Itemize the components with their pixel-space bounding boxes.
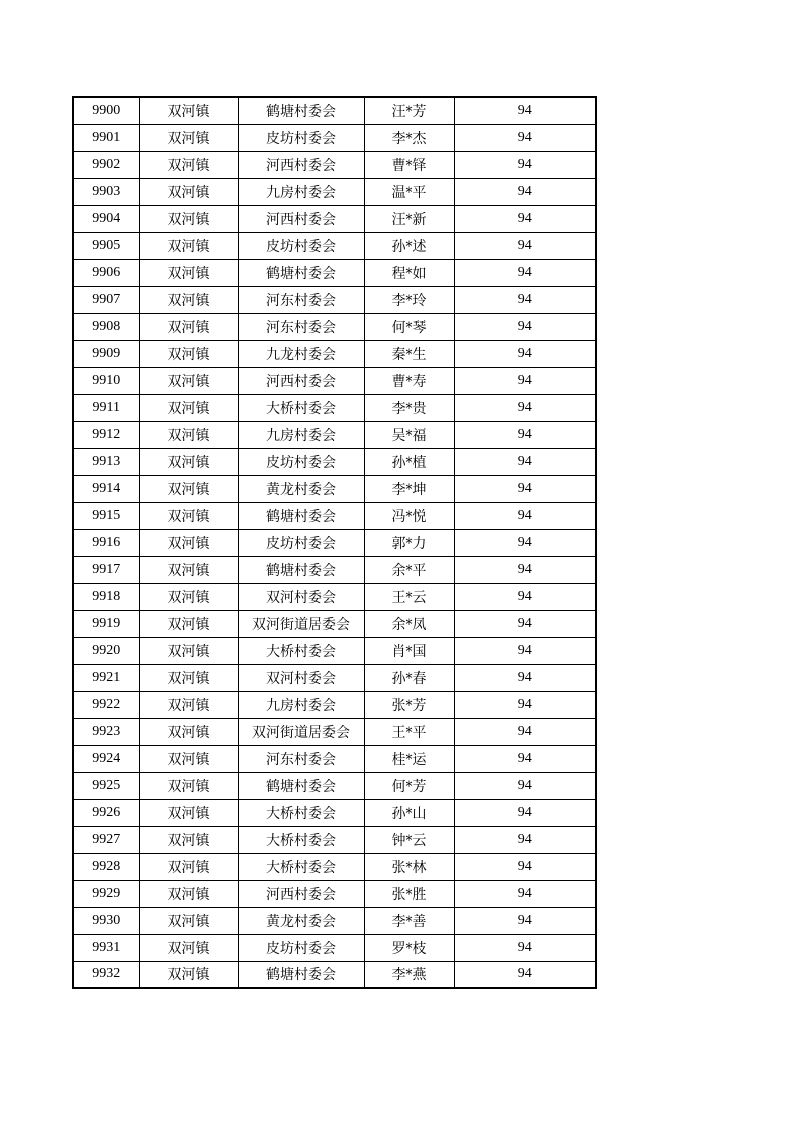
cell-town: 双河镇 bbox=[139, 583, 238, 610]
cell-score: 94 bbox=[454, 556, 596, 583]
cell-town: 双河镇 bbox=[139, 934, 238, 961]
cell-name: 汪*新 bbox=[364, 205, 454, 232]
data-table bbox=[72, 96, 597, 989]
cell-town: 双河镇 bbox=[139, 205, 238, 232]
table-row bbox=[73, 718, 596, 745]
cell-village: 大桥村委会 bbox=[238, 826, 364, 853]
cell-score: 94 bbox=[454, 934, 596, 961]
cell-town: 双河镇 bbox=[139, 691, 238, 718]
cell-name: 孙*植 bbox=[364, 448, 454, 475]
cell-village: 黄龙村委会 bbox=[238, 907, 364, 934]
table-row bbox=[73, 313, 596, 340]
cell-name: 汪*芳 bbox=[364, 97, 454, 124]
cell-village: 河东村委会 bbox=[238, 286, 364, 313]
cell-number: 9920 bbox=[73, 637, 139, 664]
cell-number: 9928 bbox=[73, 853, 139, 880]
table-row bbox=[73, 691, 596, 718]
cell-name: 罗*枝 bbox=[364, 934, 454, 961]
cell-score: 94 bbox=[454, 313, 596, 340]
cell-name: 肖*国 bbox=[364, 637, 454, 664]
cell-score: 94 bbox=[454, 502, 596, 529]
cell-name: 秦*生 bbox=[364, 340, 454, 367]
cell-name: 冯*悦 bbox=[364, 502, 454, 529]
cell-number: 9907 bbox=[73, 286, 139, 313]
table-row bbox=[73, 745, 596, 772]
cell-village: 大桥村委会 bbox=[238, 394, 364, 421]
cell-score: 94 bbox=[454, 232, 596, 259]
cell-number: 9904 bbox=[73, 205, 139, 232]
cell-number: 9910 bbox=[73, 367, 139, 394]
cell-village: 河西村委会 bbox=[238, 880, 364, 907]
cell-score: 94 bbox=[454, 880, 596, 907]
cell-village: 皮坊村委会 bbox=[238, 232, 364, 259]
cell-village: 双河村委会 bbox=[238, 664, 364, 691]
cell-score: 94 bbox=[454, 151, 596, 178]
table-row bbox=[73, 151, 596, 178]
cell-village: 皮坊村委会 bbox=[238, 934, 364, 961]
cell-village: 河西村委会 bbox=[238, 205, 364, 232]
cell-village: 皮坊村委会 bbox=[238, 529, 364, 556]
cell-village: 黄龙村委会 bbox=[238, 475, 364, 502]
cell-town: 双河镇 bbox=[139, 259, 238, 286]
cell-number: 9900 bbox=[73, 97, 139, 124]
cell-name: 张*林 bbox=[364, 853, 454, 880]
table-row bbox=[73, 502, 596, 529]
table-row bbox=[73, 961, 596, 988]
cell-number: 9903 bbox=[73, 178, 139, 205]
cell-number: 9902 bbox=[73, 151, 139, 178]
cell-town: 双河镇 bbox=[139, 907, 238, 934]
cell-number: 9906 bbox=[73, 259, 139, 286]
cell-name: 李*坤 bbox=[364, 475, 454, 502]
cell-score: 94 bbox=[454, 205, 596, 232]
cell-village: 鹤塘村委会 bbox=[238, 259, 364, 286]
cell-score: 94 bbox=[454, 367, 596, 394]
table-row bbox=[73, 475, 596, 502]
cell-number: 9918 bbox=[73, 583, 139, 610]
table-row bbox=[73, 421, 596, 448]
table-row bbox=[73, 556, 596, 583]
table-row bbox=[73, 637, 596, 664]
cell-name: 余*凤 bbox=[364, 610, 454, 637]
cell-town: 双河镇 bbox=[139, 529, 238, 556]
cell-number: 9924 bbox=[73, 745, 139, 772]
cell-town: 双河镇 bbox=[139, 556, 238, 583]
cell-town: 双河镇 bbox=[139, 340, 238, 367]
cell-town: 双河镇 bbox=[139, 421, 238, 448]
cell-score: 94 bbox=[454, 178, 596, 205]
table-row bbox=[73, 394, 596, 421]
cell-village: 鹤塘村委会 bbox=[238, 556, 364, 583]
table-row bbox=[73, 880, 596, 907]
cell-score: 94 bbox=[454, 394, 596, 421]
table-row bbox=[73, 826, 596, 853]
cell-name: 何*芳 bbox=[364, 772, 454, 799]
cell-name: 孙*春 bbox=[364, 664, 454, 691]
table-row bbox=[73, 934, 596, 961]
table-row bbox=[73, 97, 596, 124]
cell-town: 双河镇 bbox=[139, 718, 238, 745]
cell-number: 9929 bbox=[73, 880, 139, 907]
cell-number: 9915 bbox=[73, 502, 139, 529]
table-row bbox=[73, 448, 596, 475]
table-row bbox=[73, 286, 596, 313]
cell-name: 李*善 bbox=[364, 907, 454, 934]
cell-score: 94 bbox=[454, 691, 596, 718]
cell-village: 河东村委会 bbox=[238, 313, 364, 340]
cell-name: 李*杰 bbox=[364, 124, 454, 151]
table-row bbox=[73, 610, 596, 637]
table-row bbox=[73, 907, 596, 934]
cell-town: 双河镇 bbox=[139, 448, 238, 475]
cell-score: 94 bbox=[454, 340, 596, 367]
cell-town: 双河镇 bbox=[139, 880, 238, 907]
cell-score: 94 bbox=[454, 475, 596, 502]
cell-number: 9925 bbox=[73, 772, 139, 799]
table-row bbox=[73, 205, 596, 232]
cell-number: 9917 bbox=[73, 556, 139, 583]
cell-village: 双河街道居委会 bbox=[238, 610, 364, 637]
cell-name: 张*芳 bbox=[364, 691, 454, 718]
cell-number: 9926 bbox=[73, 799, 139, 826]
cell-town: 双河镇 bbox=[139, 232, 238, 259]
cell-name: 温*平 bbox=[364, 178, 454, 205]
cell-score: 94 bbox=[454, 529, 596, 556]
cell-number: 9912 bbox=[73, 421, 139, 448]
cell-town: 双河镇 bbox=[139, 475, 238, 502]
cell-village: 河西村委会 bbox=[238, 151, 364, 178]
cell-village: 九龙村委会 bbox=[238, 340, 364, 367]
cell-number: 9919 bbox=[73, 610, 139, 637]
cell-name: 李*燕 bbox=[364, 961, 454, 988]
cell-town: 双河镇 bbox=[139, 394, 238, 421]
cell-village: 河西村委会 bbox=[238, 367, 364, 394]
cell-score: 94 bbox=[454, 286, 596, 313]
cell-number: 9905 bbox=[73, 232, 139, 259]
table-row bbox=[73, 799, 596, 826]
cell-number: 9913 bbox=[73, 448, 139, 475]
cell-score: 94 bbox=[454, 97, 596, 124]
cell-name: 吴*福 bbox=[364, 421, 454, 448]
cell-name: 钟*云 bbox=[364, 826, 454, 853]
cell-town: 双河镇 bbox=[139, 178, 238, 205]
cell-score: 94 bbox=[454, 907, 596, 934]
cell-town: 双河镇 bbox=[139, 664, 238, 691]
table-row bbox=[73, 853, 596, 880]
cell-town: 双河镇 bbox=[139, 799, 238, 826]
cell-town: 双河镇 bbox=[139, 745, 238, 772]
cell-name: 曹*铎 bbox=[364, 151, 454, 178]
cell-town: 双河镇 bbox=[139, 97, 238, 124]
cell-number: 9923 bbox=[73, 718, 139, 745]
table-row bbox=[73, 529, 596, 556]
table-row bbox=[73, 772, 596, 799]
cell-town: 双河镇 bbox=[139, 826, 238, 853]
table-row bbox=[73, 259, 596, 286]
table-row bbox=[73, 583, 596, 610]
cell-village: 鹤塘村委会 bbox=[238, 772, 364, 799]
cell-village: 双河村委会 bbox=[238, 583, 364, 610]
cell-number: 9931 bbox=[73, 934, 139, 961]
cell-village: 鹤塘村委会 bbox=[238, 961, 364, 988]
cell-score: 94 bbox=[454, 961, 596, 988]
table-row bbox=[73, 124, 596, 151]
cell-village: 鹤塘村委会 bbox=[238, 502, 364, 529]
cell-score: 94 bbox=[454, 637, 596, 664]
cell-score: 94 bbox=[454, 610, 596, 637]
cell-score: 94 bbox=[454, 664, 596, 691]
cell-town: 双河镇 bbox=[139, 151, 238, 178]
cell-name: 王*云 bbox=[364, 583, 454, 610]
cell-score: 94 bbox=[454, 259, 596, 286]
cell-village: 九房村委会 bbox=[238, 178, 364, 205]
cell-town: 双河镇 bbox=[139, 961, 238, 988]
cell-village: 皮坊村委会 bbox=[238, 448, 364, 475]
cell-town: 双河镇 bbox=[139, 610, 238, 637]
cell-village: 皮坊村委会 bbox=[238, 124, 364, 151]
table-row bbox=[73, 178, 596, 205]
table-row bbox=[73, 340, 596, 367]
cell-name: 张*胜 bbox=[364, 880, 454, 907]
cell-village: 九房村委会 bbox=[238, 421, 364, 448]
cell-number: 9911 bbox=[73, 394, 139, 421]
cell-village: 大桥村委会 bbox=[238, 637, 364, 664]
cell-town: 双河镇 bbox=[139, 286, 238, 313]
table-row bbox=[73, 367, 596, 394]
cell-score: 94 bbox=[454, 583, 596, 610]
cell-score: 94 bbox=[454, 421, 596, 448]
cell-town: 双河镇 bbox=[139, 637, 238, 664]
cell-score: 94 bbox=[454, 448, 596, 475]
cell-village: 大桥村委会 bbox=[238, 853, 364, 880]
cell-score: 94 bbox=[454, 853, 596, 880]
cell-name: 孙*述 bbox=[364, 232, 454, 259]
cell-score: 94 bbox=[454, 799, 596, 826]
cell-town: 双河镇 bbox=[139, 502, 238, 529]
cell-number: 9901 bbox=[73, 124, 139, 151]
cell-score: 94 bbox=[454, 745, 596, 772]
cell-name: 郭*力 bbox=[364, 529, 454, 556]
cell-number: 9927 bbox=[73, 826, 139, 853]
cell-name: 孙*山 bbox=[364, 799, 454, 826]
cell-name: 程*如 bbox=[364, 259, 454, 286]
cell-name: 余*平 bbox=[364, 556, 454, 583]
cell-number: 9916 bbox=[73, 529, 139, 556]
cell-score: 94 bbox=[454, 718, 596, 745]
cell-town: 双河镇 bbox=[139, 772, 238, 799]
cell-number: 9909 bbox=[73, 340, 139, 367]
cell-name: 桂*运 bbox=[364, 745, 454, 772]
cell-number: 9914 bbox=[73, 475, 139, 502]
cell-town: 双河镇 bbox=[139, 853, 238, 880]
cell-village: 九房村委会 bbox=[238, 691, 364, 718]
cell-number: 9932 bbox=[73, 961, 139, 988]
cell-number: 9908 bbox=[73, 313, 139, 340]
cell-score: 94 bbox=[454, 124, 596, 151]
cell-village: 河东村委会 bbox=[238, 745, 364, 772]
cell-village: 鹤塘村委会 bbox=[238, 97, 364, 124]
table-body bbox=[73, 97, 596, 988]
cell-score: 94 bbox=[454, 826, 596, 853]
cell-town: 双河镇 bbox=[139, 313, 238, 340]
cell-name: 曹*寿 bbox=[364, 367, 454, 394]
cell-number: 9922 bbox=[73, 691, 139, 718]
table-row bbox=[73, 232, 596, 259]
cell-name: 李*贵 bbox=[364, 394, 454, 421]
cell-village: 大桥村委会 bbox=[238, 799, 364, 826]
cell-number: 9930 bbox=[73, 907, 139, 934]
cell-number: 9921 bbox=[73, 664, 139, 691]
cell-score: 94 bbox=[454, 772, 596, 799]
table-row bbox=[73, 664, 596, 691]
cell-village: 双河街道居委会 bbox=[238, 718, 364, 745]
cell-town: 双河镇 bbox=[139, 124, 238, 151]
cell-name: 王*平 bbox=[364, 718, 454, 745]
cell-town: 双河镇 bbox=[139, 367, 238, 394]
cell-name: 何*琴 bbox=[364, 313, 454, 340]
cell-name: 李*玲 bbox=[364, 286, 454, 313]
